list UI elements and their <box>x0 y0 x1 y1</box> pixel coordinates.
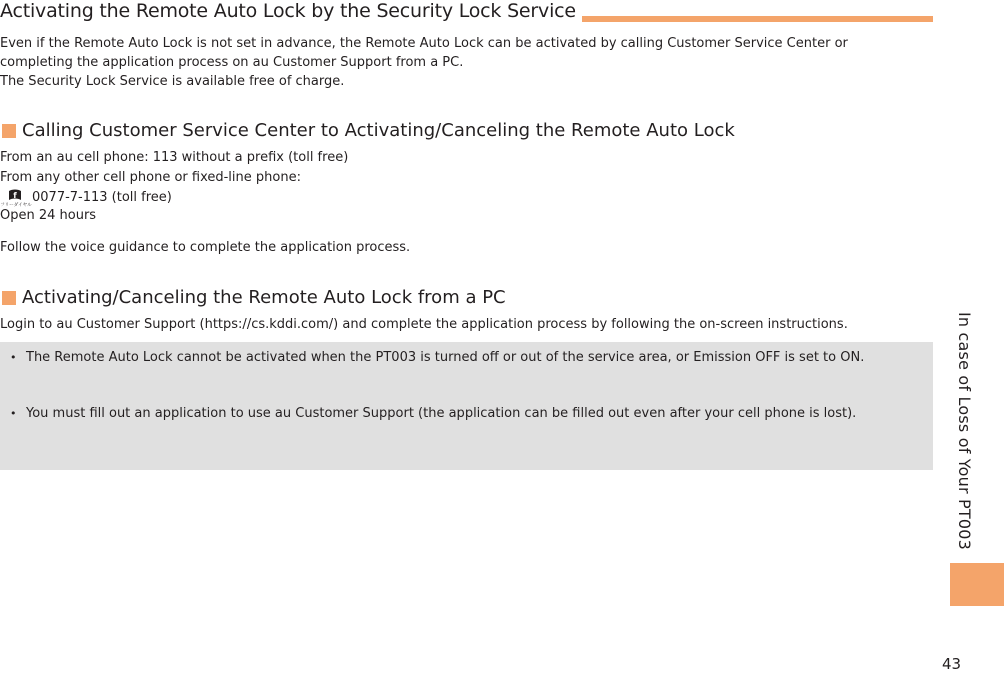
free-dial-line <box>0 188 410 208</box>
note-item <box>10 348 890 368</box>
page-title <box>0 0 933 24</box>
page-title-text: Activating the Remote Auto Lock by the Security Lock Service <box>0 0 582 22</box>
page-number: 43 <box>942 655 962 673</box>
note-item <box>10 404 890 424</box>
section-heading-pc <box>0 287 506 309</box>
notes-box <box>0 342 933 470</box>
free-dial-number: 0077-7-113 (toll free) <box>32 190 172 205</box>
svg-text:f: f <box>13 191 17 200</box>
pc-instructions <box>0 315 848 335</box>
pc-instructions-text: Login to au Customer Support (https://cs.kddi.com/) and complete the application process by following the on-screen instructions. <box>0 317 848 332</box>
orange-square-icon <box>2 124 16 138</box>
other-phone-line: From any other cell phone or fixed-line phone: <box>0 170 301 185</box>
note-text: You must fill out an application to use au Customer Support (the application can be filled out even after your cell phone is lost). <box>26 406 857 421</box>
note-text: The Remote Auto Lock cannot be activated when the PT003 is turned off or out of the service area, or Emission OFF is set to ON. <box>26 350 865 365</box>
free-dial-icon <box>0 189 32 208</box>
chapter-tab <box>950 563 1004 606</box>
orange-square-icon <box>2 291 16 305</box>
au-phone-line: From an au cell phone: 113 without a prefix (toll free) <box>0 150 349 165</box>
free-dial-icon-text: フリーダイヤル <box>0 203 32 208</box>
section-heading-pc-text: Activating/Canceling the Remote Auto Lock from a PC <box>22 287 506 308</box>
phone-contact-info <box>0 148 410 258</box>
intro-line-2: completing the application process on au Customer Support from a PC. <box>0 55 464 70</box>
note-bullet: • <box>10 351 17 364</box>
chapter-side-label: In case of Loss of Your PT003 <box>955 312 974 551</box>
intro-paragraph <box>0 34 930 91</box>
hours-line: Open 24 hours <box>0 208 97 223</box>
guidance-line: Follow the voice guidance to complete the application process. <box>0 240 411 255</box>
section-heading-phone-text: Calling Customer Service Center to Activating/Canceling the Remote Auto Lock <box>22 120 735 141</box>
intro-line-3: The Security Lock Service is available free of charge. <box>0 74 345 89</box>
note-bullet: • <box>10 407 17 420</box>
intro-line-1: Even if the Remote Auto Lock is not set in advance, the Remote Auto Lock can be activated by calling Customer Service Center or <box>0 36 848 51</box>
section-heading-phone <box>0 120 735 142</box>
